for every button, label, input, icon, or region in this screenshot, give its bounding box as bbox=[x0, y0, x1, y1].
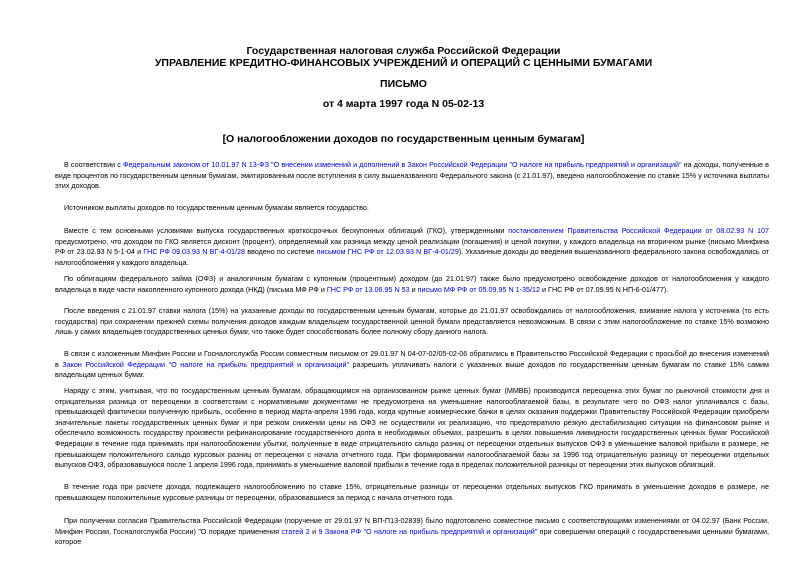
paragraph-2 bbox=[55, 203, 769, 214]
paragraph-text: и ГНС РФ от 07.09.95 N НП-6-01/477). bbox=[540, 284, 669, 294]
paragraph-text: Вместе с тем основными условиями выпуска государственных краткосрочных бескупонных облигаций (ГКО), утвержденными bbox=[64, 226, 509, 235]
link-article-2[interactable]: статей 2 bbox=[281, 526, 310, 536]
paragraph-9 bbox=[55, 516, 769, 548]
paragraph-6 bbox=[55, 349, 769, 381]
paragraph-text: Источником выплаты доходов по государственным ценным бумагам является государство. bbox=[64, 203, 369, 212]
paragraph-text: В соответствии с bbox=[64, 160, 123, 169]
document-date-number: от 4 марта 1997 года N 05-02-13 bbox=[322, 98, 485, 110]
paragraph-text: При получении согласия Правительства Российской Федерации (поручение от 29.01.97 N ВП-П13-02839) было подготовлено совместное письмо с соответствующими изменениями от 04.02.97 (Банк России, Минфин России, Госналогслужба России) "О порядке применения bbox=[55, 516, 769, 536]
link-gns-vg-4-01-29[interactable]: письмом ГНС РФ от 12.03.93 N ВГ-4-01/29 bbox=[316, 247, 459, 257]
paragraph-text: Наряду с этим, учитывая, что по государственным ценным бумагам, обращающимся на организованном рынке ценных бумаг (ММВБ) производится переоценка этих бумаг по рыночной стоимости дня и отрицательная разница от переоценки в соответствии с нормативными документами не предусмотрена на уменьшение налогооблагаемой базы, в результате чего по ОФЗ налог уплачивался с базы, превышающей фактически полученную прибыль, особенно в период марта-апреля 1996 года, когда крупные коммерческие банки в целях оказания поддержки Правительству Российской Федерации приобрели значительные пакеты государственных ценных бумаг и при резком снижении цены на ОФЗ не осуществили их реализацию, что предотвратило резкую дестабилизацию ситуации на финансовом рынке и обеспечило возможность государству произвести рефинансирование государственного долга в необходимых объемах, разрешить в целях повышения ликвидности государственных ценных бумаг Российской Федерации в течение года принимать при налогообложении убытки, полученные в виде отрицательного сальдо разниц от переоценки отдельных выпусков ОФЗ в уменьшение валовой прибыли в размере, не превышающем положительного сальдо курсовых разниц от переоценки с начала отчетного года. При формировании налогооблагаемой базы за 1996 год отрицательную разницу от переоценки отдельных выпусков ОФЗ, образовавшуюся после 1 апреля 1996 года, принимать в уменьшение валовой прибыли в течение года в пределах положительной разницы от переоценки этих выпусков облигаций. bbox=[55, 386, 769, 470]
paragraph-text: В течение года при расчете дохода, подлежащего налогообложению по ставке 15%, отрицательные разницы от переоценки отдельных выпусков ГКО принимать в уменьшение доходов в размере, не превышающем положительные курсовые разницы от переоценки, образовавшиеся за период с начала отчетного года. bbox=[55, 482, 769, 502]
paragraph-text: разрешить уплачивать налоги с указанных выше доходов по государственным ценным бумагам по ставке 15% самим владельцам ценных бумаг. bbox=[55, 359, 769, 380]
paragraph-8 bbox=[55, 482, 769, 503]
paragraph-5 bbox=[55, 306, 769, 338]
paragraph-text: предусмотрено, что доходом по ГКО является дисконт (процент), определяемый как разница между ценой реализации (погашения) и ценой покупки, у каждого владельца на вторичном рынке (письмо Минфина РФ от 23.02.93 N 5-1-04 и bbox=[55, 236, 769, 257]
document-subject: [О налогообложении доходов по государственным ценным бумагам] bbox=[222, 133, 585, 145]
paragraph-3 bbox=[55, 226, 769, 268]
link-resolution-107[interactable]: постановлением Правительства Российской Федерации от 08.02.93 N 107 bbox=[508, 226, 769, 235]
link-profit-tax-law[interactable]: Закон Российской Федерации "О налоге на прибыль предприятий и организаций" bbox=[62, 359, 350, 369]
paragraph-text: при совершении операций с государственными ценными бумагами, которое bbox=[55, 526, 769, 547]
paragraph-text: вводено по системе bbox=[245, 247, 317, 257]
agency-name: Государственная налоговая служба Российской Федерации bbox=[246, 45, 561, 57]
document-type: ПИСЬМО bbox=[380, 78, 427, 90]
paragraph-text: ). Указанные доходы до введения вышеназванного федерального закона освобождались от налогообложения у каждого владельца. bbox=[55, 247, 769, 267]
paragraph-text: на доходы, полученные в виде процентов по государственным ценным бумагам, эмитированным после вступления в силу вышеназванного Федерального закона (с 21.01.97), введено налогообложение по ставке 15% у источника выплаты этих доходов. bbox=[55, 160, 769, 191]
paragraph-text: По облигациям федерального займа (ОФЗ) и аналогичным бумагам с купонным (процентным) доходом (до 21.01.97) также было предусмотрено освобождение доходов от налогообложения у каждого владельца в виде части накопленного купонного дохода (НКД) (письма МФ РФ и bbox=[55, 274, 769, 294]
link-federal-law-13fz[interactable]: Федеральным законом от 10.01.97 N 13-ФЗ "О внесении изменений и дополнений в Закон Российской Федерации "О налоге на прибыль предприятий и организаций" bbox=[122, 160, 682, 169]
link-gns-53[interactable]: ГНС РФ от 13.06.95 N 53 bbox=[326, 284, 410, 294]
paragraph-text: и bbox=[409, 284, 418, 294]
paragraph-text: В связи с изложенным Минфин России и Госналогслужба России совместным письмом от 29.01.97 N 04-07-02/05-02-06 обратились в Правительство Российской Федерации с просьбой до внесения изменений в bbox=[55, 349, 769, 369]
paragraph-4 bbox=[55, 274, 769, 295]
paragraph-text: и bbox=[309, 526, 319, 536]
link-gns-vg-4-01-28[interactable]: ГНС РФ 09.03.93 N ВГ-4-01/28 bbox=[143, 247, 246, 257]
department-name: УПРАВЛЕНИЕ КРЕДИТНО-ФИНАНСОВЫХ УЧРЕЖДЕНИЙ И ОПЕРАЦИЙ С ЦЕННЫМИ БУМАГАМИ bbox=[154, 57, 653, 69]
link-mf-1-35-12[interactable]: письмо МФ РФ от 05.09.95 N 1-35/12 bbox=[417, 284, 541, 294]
paragraph-1 bbox=[55, 160, 769, 192]
link-article-9[interactable]: 9 Закона РФ "О налоге на прибыль предприятий и организаций" bbox=[318, 526, 538, 536]
paragraph-7 bbox=[55, 386, 769, 471]
paragraph-text: После введения с 21.01.97 ставки налога (15%) на указанные доходы по государственным ценным бумагам, которые до 21.01.97 освобождались от налогообложения, взимание налога у источника (то есть государства) при сохранении прежней схемы получения доходов каждым владельцем государственной ценной бумаги представляется невозможным. В связи с этим налогообложение по ставке 15% возможно лишь у самих владельцев государственных ценных бумаг, что также будет способствовать более полному сбору данного налога. bbox=[55, 306, 769, 337]
